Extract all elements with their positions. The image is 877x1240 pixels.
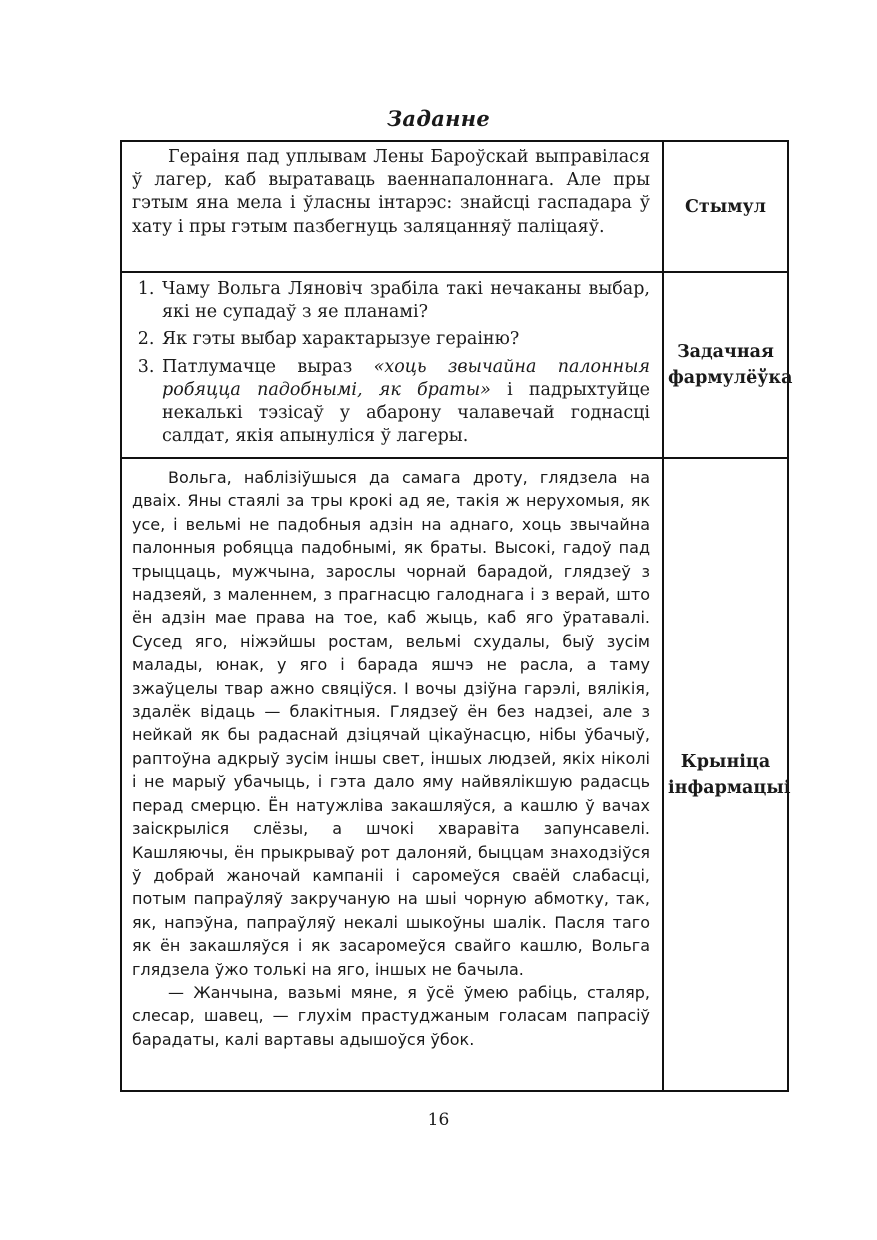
page-number: 16 [427, 1110, 450, 1130]
stimulus-text: Гераіня пад уплывам Лены Бароўскай выправілася ў лагер, каб выратаваць ваеннапалоннага. Але пры гэтым яна мела і ўласны інтарэс: знайсці гаспадара ў хату і пры гэтым пазбегнуць заляцанняў паліцаяў. [132, 147, 650, 237]
task-label: Задачная фармулёўка [663, 272, 788, 458]
question-3-lead: Патлумачце выраз [162, 356, 374, 377]
source-row [121, 458, 788, 1091]
task-row [121, 272, 788, 458]
task-table [120, 140, 793, 1092]
question-3-quote: «хоць звычайна палонныя робяцца падобнымі, як браты» [162, 356, 650, 400]
question-1: 1. Чаму Вольга Ляновіч зрабіла такі нечаканы выбар, які не супадаў з яе планамі? [160, 278, 650, 324]
source-label: Крыніца інфармацыі [663, 458, 788, 1091]
source-paragraph-1: Вольга, наблізіўшыся да самага дроту, глядзела на дваіх. Яны стаялі за тры крокі ад яе, такія ж нерухомыя, як усе, і вельмі не падобныя адзін на аднаго, хоць звычайна палонныя робяцца падобнымі, як браты. Высокі, гадоў пад трыццаць, мужчына, зарослы чорнай барадой, глядзеў з надзеяй, з маленнем, з прагнасцю галоднага і з верай, што ён адзін мае права на тое, каб жыць, каб яго ўратавалі. Сусед яго, ніжэйшы ростам, вельмі схудалы, быў зусім малады, юнак, у яго і барада яшчэ не расла, а таму зжаўцелы твар ажно свяціўся. І вочы дзіўна гарэлі, вялікія, здалёк відаць — блакітныя. Глядзеў ён без надзеі, але з нейкай як бы радаснай дзіцячай цікаўнасцю, нібы ўбачыў, раптоўна адкрыў зусім іншы свет, іншых людзей, якіх ніколі і не марыў убачыць, і гэта дало яму найвялікшую радасць перад смерцю. Ён натужліва закашляўся, а кашлю ў вачах заіскрыліся слёзы, а шчокі хваравіта запунсавелі. Кашляючы, ён прыкрываў рот далоняй, быццам знаходзіўся ў добрай жаночай кампаніі і саромеўся сваёй слабасці, потым папраўляў закручаную на шыі чорную абмотку, так, як, напэўна, папраўляў некалі шыкоўны шалік. Пасля таго як ён закашляўся і як засаромеўся свайго кашлю, Вольга глядзела ўжо толькі на яго, іншых не бачыла. [132, 468, 650, 979]
questions-cell [121, 272, 663, 458]
stimulus-row [121, 141, 788, 272]
source-paragraph-2: — Жанчына, вазьмі мяне, я ўсё ўмею рабіць, сталяр, слесар, шавец, — глухім прастуджаным голасам папрасіў барадаты, калі вартавы адышоўся ўбок. [132, 982, 650, 1049]
source-cell [121, 458, 663, 1091]
question-3 [160, 356, 650, 449]
question-3-tail: і падрыхтуйце некалькі тэзісаў у абарону чалавечай годнасці салдат, якія апынуліся ў лагеры. [162, 379, 650, 447]
question-list [132, 278, 650, 448]
stimulus-label: Стымул [663, 141, 788, 272]
stimulus-cell [121, 141, 663, 272]
task-heading: Заданне [386, 106, 491, 131]
question-2: 2. Як гэты выбар характарызуе гераіню? [160, 328, 650, 351]
